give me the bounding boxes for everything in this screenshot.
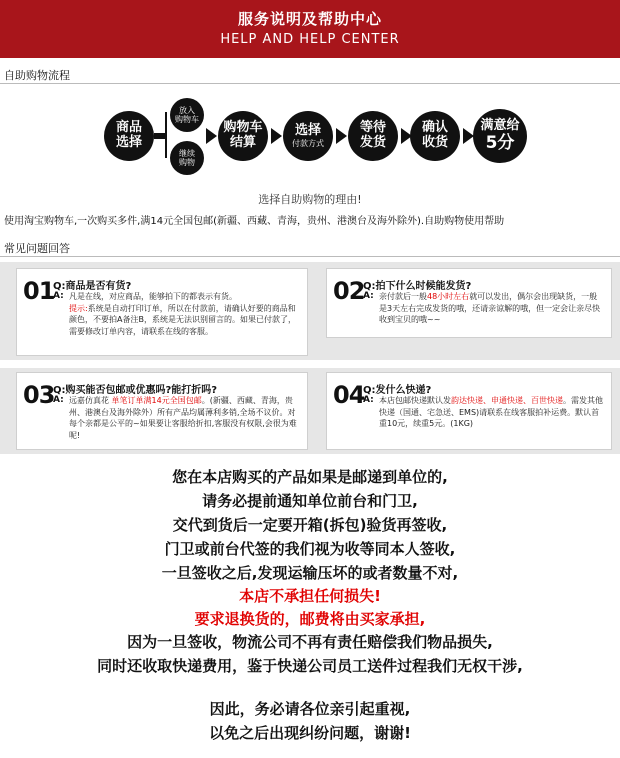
page-header [0,0,620,58]
flow-step-payment-method: 选择 付款方式 [283,111,333,161]
faq-question: Q:发什么快递? [363,385,432,396]
notice-line: 一旦签收之后,发现运输压坏的或者数量不对, [161,564,459,582]
flow-step-rate-5-stars: 满意给 5分 [473,109,527,163]
notice-line: 以免之后出现纠纷问题，谢谢! [209,724,411,742]
notice-line: 门卫或前台代签的我们视为收等同本人签收, [164,540,456,558]
header-title-en: HELP AND HELP CENTER [220,32,400,47]
faq-number: 03 [23,381,55,409]
faq-answer-prefix: A: [363,291,374,301]
flow-step-wait-shipping: 等待 发货 [348,111,398,161]
faq-number: 04 [333,381,365,409]
faq-answer-prefix: A: [53,291,64,301]
flow-arrow [336,128,347,144]
faq-section-title: 常见问题回答 [4,242,70,255]
flow-step-confirm-receipt: 确认 收货 [410,111,460,161]
reason-title: 选择自助购物的理由! [258,193,362,206]
notice-line: 请务必提前通知单位前台和门卫, [202,492,418,510]
faq-number: 01 [23,277,55,305]
flow-connector [165,112,167,158]
notice-line: 同时还收取快递费用，鉴于快递公司员工送件过程我们无权干涉, [97,657,523,675]
notice-line: 因此，务必请各位亲引起重视, [209,700,411,718]
notice-line: 您在本店购买的产品如果是邮递到单位的, [172,468,448,486]
faq-number: 02 [333,277,365,305]
notice-line: 因为一旦签收，物流公司不再有责任赔偿我们物品损失, [127,633,493,651]
faq-answer-prefix: A: [53,395,64,405]
faq-card-02 [326,268,612,338]
faq-answer: 远嘉仿真花 单笔订单满14元全国包邮。(新疆、西藏、青海，贵州、港澳台及海外除外）所有产品均属薄利多销,全场不议价。对每个亲都是公平的~如果要让客服给折扣,客服没有权限,会很为难呢! [69,396,297,440]
faq-answer: 亲付款后一般48小时左右就可以发出，偶尔会出现缺货，一般是3天左右完成发货的哦，还请亲谅解的哦，但一定会让亲尽快收到宝贝的哦~~ [379,292,601,325]
faq-answer: 凡是在线，对应商品，能够拍下的都表示有货。 提示:系统是自动打印订单，所以在付款前，请确认好要的商品和颜色，不要拍A备注B，系统是无法识别留言的。如果已付款了，需要修改订单内容，请联系在线的客服。 [69,292,296,336]
faq-card-04 [326,372,612,450]
flow-step-select-goods: 商品 选择 [104,111,154,161]
flow-branch-add-to-cart: 放入 购物车 [170,98,204,132]
notice-line-warning: 本店不承担任何损失! [239,587,381,605]
header-title-cn: 服务说明及帮助中心 [237,10,382,28]
divider [0,256,620,257]
flow-arrow [206,128,217,144]
flow-step-cart-checkout: 购物车 结算 [218,111,268,161]
faq-card-03 [16,372,308,450]
flow-section-title: 自助购物流程 [4,69,70,82]
faq-card-01 [16,268,308,356]
notice-line: 交代到货后一定要开箱(拆包)验货再签收, [172,516,448,534]
flow-arrow [271,128,282,144]
faq-answer-prefix: A: [363,395,374,405]
notice-line-warning: 要求退换货的，邮费将由买家承担, [194,610,426,628]
divider [0,83,620,84]
flow-branch-continue-shopping: 继续 购物 [170,141,204,175]
faq-question: Q:商品是否有货? [53,281,132,292]
faq-question: Q:购买能否包邮或优惠吗?能打折吗? [53,385,218,396]
faq-question: Q:拍下什么时候能发货? [363,281,472,292]
faq-answer: 本店包邮快递默认发韵达快递、申通快递、百世快递。需发其他快递（国通、宅急送、EMS)请联系在线客服拍补运费。默认首重10元，续重5元。(1KG) [379,396,603,429]
reason-text: 使用淘宝购物车,一次购买多件,满14元全国包邮(新疆、西藏、青海，贵州、港澳台及海外除外).自助购物使用帮助 [4,216,505,227]
